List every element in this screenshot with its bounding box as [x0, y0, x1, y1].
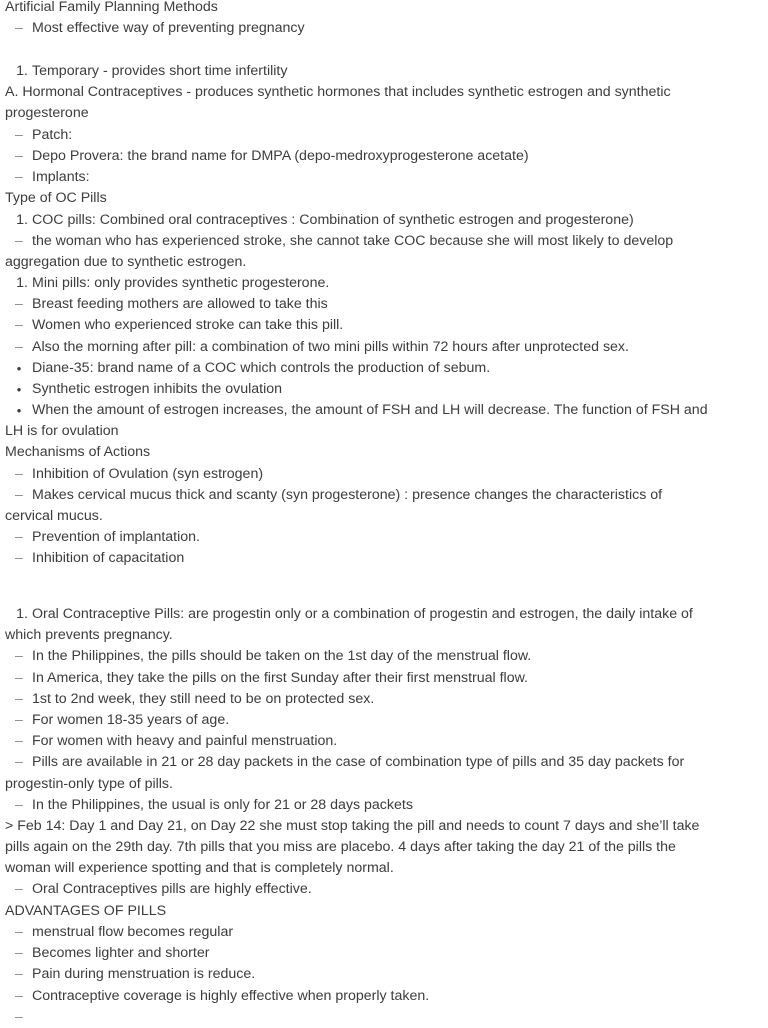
line-text: Depo Provera: the brand name for DMPA (depo-medroxyprogesterone acetate)	[32, 148, 529, 164]
line-text: Patch:	[32, 127, 73, 143]
text-line	[0, 103, 768, 124]
line-text: Makes cervical mucus thick and scanty (syn progesterone) : presence changes the characteristics of	[32, 487, 663, 503]
list-marker: –	[15, 550, 23, 566]
line-text: Temporary - provides short time infertility	[32, 63, 288, 79]
dash-list-item	[0, 922, 768, 943]
line-text: Type of OC Pills	[5, 190, 107, 206]
line-text: Oral Contraceptives pills are highly effective.	[32, 881, 312, 897]
text-line	[0, 816, 768, 837]
list-marker: –	[15, 148, 23, 164]
list-marker: •	[16, 403, 22, 418]
line-text: Mechanisms of Actions	[5, 444, 151, 460]
line-text: the woman who has experienced stroke, she cannot take COC because she will most likely to develop	[32, 233, 674, 249]
line-text: Diane-35: brand name of a COC which controls the production of sebum.	[32, 360, 491, 376]
dash-list-item	[0, 795, 768, 816]
text-line	[0, 506, 768, 527]
list-marker: –	[15, 712, 23, 728]
text-line	[0, 858, 768, 879]
list-marker: –	[15, 466, 23, 482]
dash-list-item	[0, 294, 768, 315]
dash-list-item	[0, 18, 768, 39]
line-text: Artificial Family Planning Methods	[5, 0, 218, 15]
bullet-list-item	[0, 400, 768, 421]
line-text: In the Philippines, the usual is only for 21 or 28 days packets	[32, 797, 413, 813]
line-text: For women 18-35 years of age.	[32, 712, 230, 728]
numbered-list-item	[0, 604, 768, 625]
line-text: A. Hormonal Contraceptives - produces synthetic hormones that includes synthetic estrogen and synthetic	[5, 84, 671, 100]
list-number: 1.	[16, 63, 28, 79]
dash-list-item	[0, 146, 768, 167]
list-marker: –	[15, 648, 23, 664]
list-marker: •	[16, 361, 22, 376]
list-marker: –	[15, 20, 23, 36]
line-text: Implants:	[32, 169, 90, 185]
line-text: LH is for ovulation	[5, 423, 119, 439]
line-text: Breast feeding mothers are allowed to take this	[32, 296, 328, 312]
list-number: 1.	[16, 212, 28, 228]
line-text: Women who experienced stroke can take this pill.	[32, 317, 344, 333]
line-text: aggregation due to synthetic estrogen.	[5, 254, 247, 270]
dash-list-item	[0, 315, 768, 336]
list-marker: –	[15, 339, 23, 355]
list-marker: –	[15, 296, 23, 312]
dash-list-item	[0, 1007, 768, 1028]
line-text: cervical mucus.	[5, 508, 103, 524]
line-text: pills again on the 29th day. 7th pills that you miss are placebo. 4 days after taking the day 21 of the pills the	[5, 839, 676, 855]
bullet-list-item	[0, 358, 768, 379]
line-text: COC pills: Combined oral contraceptives : Combination of synthetic estrogen and progesterone)	[32, 212, 634, 228]
line-text: > Feb 14: Day 1 and Day 21, on Day 22 she must stop taking the pill and needs to count 7 days and she’ll take	[5, 818, 700, 834]
dash-list-item	[0, 964, 768, 985]
line-text: Pain during menstruation is reduce.	[32, 966, 256, 982]
line-text: Inhibition of capacitation	[32, 550, 185, 566]
list-marker: –	[15, 317, 23, 333]
line-text: Synthetic estrogen inhibits the ovulation	[32, 381, 283, 397]
line-text: which prevents pregnancy.	[5, 627, 173, 643]
line-text: progestin-only type of pills.	[5, 776, 173, 792]
text-line	[0, 252, 768, 273]
dash-list-item	[0, 231, 768, 252]
line-text: Mini pills: only provides synthetic progesterone.	[32, 275, 330, 291]
list-marker: –	[15, 529, 23, 545]
list-marker: –	[15, 797, 23, 813]
text-line	[0, 82, 768, 103]
list-marker: –	[15, 754, 23, 770]
dash-list-item	[0, 986, 768, 1007]
list-marker: –	[15, 945, 23, 961]
line-text: progesterone	[5, 105, 89, 121]
line-text: Also the morning after pill: a combination of two mini pills within 72 hours after unprotected sex.	[32, 339, 629, 355]
list-marker: –	[15, 670, 23, 686]
line-text: Becomes lighter and shorter	[32, 945, 210, 961]
line-text: Prevention of implantation.	[32, 529, 200, 545]
line-text: In the Philippines, the pills should be taken on the 1st day of the menstrual flow.	[32, 648, 532, 664]
text-line	[0, 774, 768, 795]
dash-list-item	[0, 167, 768, 188]
line-text: In America, they take the pills on the first Sunday after their first menstrual flow.	[32, 670, 528, 686]
line-text: For women with heavy and painful menstruation.	[32, 733, 338, 749]
list-marker: –	[15, 988, 23, 1004]
line-text: Pills are available in 21 or 28 day packets in the case of combination type of pills and 35 day packets for	[32, 754, 685, 770]
list-number: 1.	[16, 275, 28, 291]
line-text: menstrual flow becomes regular	[32, 924, 234, 940]
list-marker: –	[15, 233, 23, 249]
dash-list-item	[0, 731, 768, 752]
dash-list-item	[0, 752, 768, 773]
line-text: 1st to 2nd week, they still need to be on protected sex.	[32, 691, 375, 707]
line-text: woman will experience spotting and that is completely normal.	[5, 860, 394, 876]
list-marker: –	[15, 966, 23, 982]
text-line	[0, 0, 768, 18]
text-line	[0, 837, 768, 858]
list-marker: •	[16, 382, 22, 397]
text-line	[0, 625, 768, 646]
line-text: Most effective way of preventing pregnancy	[32, 20, 305, 36]
list-marker: –	[15, 733, 23, 749]
numbered-list-item	[0, 210, 768, 231]
dash-list-item	[0, 879, 768, 900]
numbered-list-item	[0, 61, 768, 82]
text-line	[0, 421, 768, 442]
list-marker: –	[15, 924, 23, 940]
list-marker: –	[15, 487, 23, 503]
list-marker: –	[15, 1009, 23, 1025]
line-text: When the amount of estrogen increases, the amount of FSH and LH will decrease. The function of FSH and	[32, 402, 708, 418]
dash-list-item	[0, 943, 768, 964]
text-line	[0, 188, 768, 209]
dash-list-item	[0, 125, 768, 146]
numbered-list-item	[0, 273, 768, 294]
text-line	[0, 442, 768, 463]
line-text: ADVANTAGES OF PILLS	[5, 903, 167, 919]
dash-list-item	[0, 668, 768, 689]
dash-list-item	[0, 464, 768, 485]
list-number: 1.	[16, 606, 28, 622]
dash-list-item	[0, 646, 768, 667]
dash-list-item	[0, 548, 768, 569]
dash-list-item	[0, 337, 768, 358]
dash-list-item	[0, 485, 768, 506]
bullet-list-item	[0, 379, 768, 400]
line-text: Oral Contraceptive Pills: are progestin only or a combination of progestin and estrogen, the daily intake of	[32, 606, 693, 622]
text-line	[0, 901, 768, 922]
dash-list-item	[0, 527, 768, 548]
line-text: Inhibition of Ovulation (syn estrogen)	[32, 466, 264, 482]
dash-list-item	[0, 689, 768, 710]
dash-list-item	[0, 710, 768, 731]
list-marker: –	[15, 169, 23, 185]
list-marker: –	[15, 127, 23, 143]
list-marker: –	[15, 691, 23, 707]
line-text: Contraceptive coverage is highly effective when properly taken.	[32, 988, 430, 1004]
list-marker: –	[15, 881, 23, 897]
